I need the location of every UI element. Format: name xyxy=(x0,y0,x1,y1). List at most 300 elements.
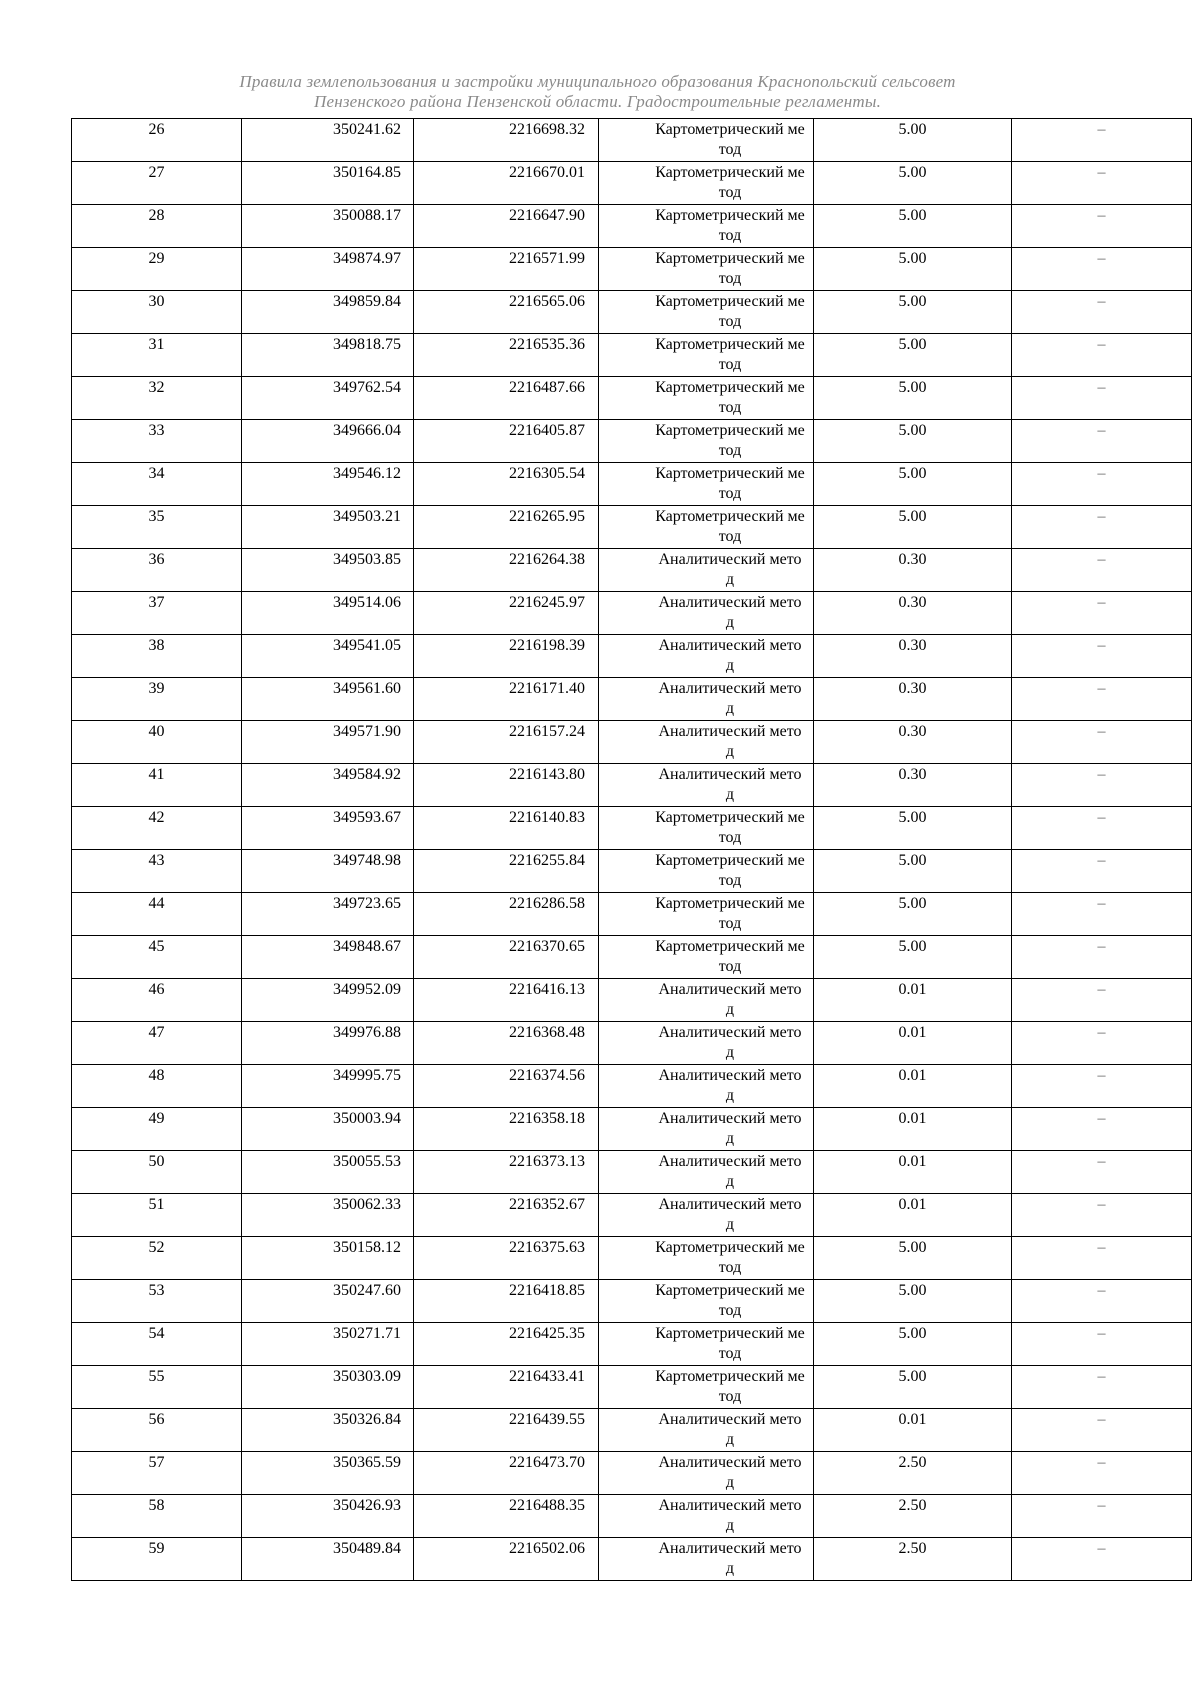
y-coordinate-cell xyxy=(414,1538,599,1581)
point-number-cell-text: 28 xyxy=(148,207,165,224)
x-coordinate-cell-text: 349541.05 xyxy=(333,637,401,654)
y-coordinate-cell-text: 2216698.32 xyxy=(509,121,585,138)
accuracy-cell-text: 0.30 xyxy=(898,680,927,697)
y-coordinate-cell xyxy=(414,1022,599,1065)
point-number-cell-text: 39 xyxy=(148,680,165,697)
y-coordinate-cell-text: 2216245.97 xyxy=(509,594,585,611)
y-coordinate-cell xyxy=(414,1495,599,1538)
x-coordinate-cell-text: 350003.94 xyxy=(333,1110,401,1127)
accuracy-cell xyxy=(814,1495,1012,1538)
x-coordinate-cell-text: 349584.92 xyxy=(333,766,401,783)
method-cell-text: Аналитический метод xyxy=(658,1110,802,1147)
accuracy-cell-text: 5.00 xyxy=(898,164,927,181)
point-number-cell xyxy=(72,1022,242,1065)
point-number-cell-text: 49 xyxy=(148,1110,165,1127)
accuracy-cell xyxy=(814,1323,1012,1366)
accuracy-cell xyxy=(814,979,1012,1022)
y-coordinate-cell-text: 2216265.95 xyxy=(509,508,585,525)
accuracy-cell xyxy=(814,1151,1012,1194)
accuracy-cell xyxy=(814,850,1012,893)
accuracy-cell xyxy=(814,1065,1012,1108)
y-coordinate-cell-text: 2216352.67 xyxy=(509,1196,585,1213)
accuracy-cell-text: 5.00 xyxy=(898,207,927,224)
point-number-cell xyxy=(72,850,242,893)
point-number-cell xyxy=(72,463,242,506)
method-cell xyxy=(599,635,814,678)
method-cell xyxy=(599,1323,814,1366)
accuracy-cell-text: 0.01 xyxy=(898,1067,927,1084)
y-coordinate-cell-text: 2216286.58 xyxy=(509,895,585,912)
y-coordinate-cell xyxy=(414,592,599,635)
accuracy-cell xyxy=(814,936,1012,979)
point-number-cell-text: 35 xyxy=(148,508,165,525)
y-coordinate-cell xyxy=(414,334,599,377)
accuracy-cell-text: 5.00 xyxy=(898,336,927,353)
y-coordinate-cell-text: 2216171.40 xyxy=(509,680,585,697)
point-number-cell-text: 56 xyxy=(148,1411,165,1428)
x-coordinate-cell xyxy=(242,893,414,936)
y-coordinate-cell-text: 2216374.56 xyxy=(509,1067,585,1084)
y-coordinate-cell xyxy=(414,893,599,936)
note-cell xyxy=(1012,1538,1192,1581)
y-coordinate-cell xyxy=(414,1452,599,1495)
method-cell-text: Аналитический метод xyxy=(658,1497,802,1534)
x-coordinate-cell xyxy=(242,635,414,678)
note-cell-text: – xyxy=(1097,766,1106,783)
accuracy-cell-text: 0.01 xyxy=(898,1110,927,1127)
accuracy-cell xyxy=(814,420,1012,463)
x-coordinate-cell xyxy=(242,721,414,764)
table-row xyxy=(72,1366,1192,1409)
note-cell xyxy=(1012,1495,1192,1538)
method-cell-text: Аналитический метод xyxy=(658,594,802,631)
accuracy-cell xyxy=(814,1452,1012,1495)
point-number-cell xyxy=(72,936,242,979)
x-coordinate-cell xyxy=(242,162,414,205)
point-number-cell xyxy=(72,592,242,635)
accuracy-cell xyxy=(814,764,1012,807)
accuracy-cell-text: 5.00 xyxy=(898,895,927,912)
y-coordinate-cell xyxy=(414,463,599,506)
note-cell xyxy=(1012,592,1192,635)
point-number-cell-text: 45 xyxy=(148,938,165,955)
point-number-cell-text: 34 xyxy=(148,465,165,482)
x-coordinate-cell xyxy=(242,678,414,721)
method-cell-text: Аналитический метод xyxy=(658,1024,802,1061)
point-number-cell-text: 30 xyxy=(148,293,165,310)
y-coordinate-cell-text: 2216487.66 xyxy=(509,379,585,396)
method-cell xyxy=(599,162,814,205)
table-row xyxy=(72,162,1192,205)
table-row xyxy=(72,1452,1192,1495)
note-cell-text: – xyxy=(1097,121,1106,138)
note-cell xyxy=(1012,1108,1192,1151)
x-coordinate-cell xyxy=(242,205,414,248)
method-cell-text: Аналитический метод xyxy=(658,1411,802,1448)
x-coordinate-cell xyxy=(242,549,414,592)
method-cell xyxy=(599,1065,814,1108)
x-coordinate-cell-text: 349503.85 xyxy=(333,551,401,568)
note-cell xyxy=(1012,807,1192,850)
x-coordinate-cell-text: 350365.59 xyxy=(333,1454,401,1471)
point-number-cell-text: 59 xyxy=(148,1540,165,1557)
x-coordinate-cell xyxy=(242,1366,414,1409)
note-cell xyxy=(1012,1065,1192,1108)
note-cell xyxy=(1012,1022,1192,1065)
point-number-cell-text: 33 xyxy=(148,422,165,439)
y-coordinate-cell-text: 2216375.63 xyxy=(509,1239,585,1256)
x-coordinate-cell-text: 349546.12 xyxy=(333,465,401,482)
accuracy-cell xyxy=(814,1409,1012,1452)
method-cell-text: Картометрический метод xyxy=(655,508,805,545)
note-cell-text: – xyxy=(1097,895,1106,912)
y-coordinate-cell xyxy=(414,119,599,162)
point-number-cell-text: 58 xyxy=(148,1497,165,1514)
method-cell-text: Аналитический метод xyxy=(658,680,802,717)
running-header-line-2: Пензенского района Пензенской области. Градостроительные регламенты. xyxy=(313,92,882,111)
accuracy-cell-text: 5.00 xyxy=(898,1282,927,1299)
point-number-cell xyxy=(72,1366,242,1409)
method-cell xyxy=(599,893,814,936)
y-coordinate-cell xyxy=(414,1323,599,1366)
method-cell xyxy=(599,979,814,1022)
note-cell xyxy=(1012,1323,1192,1366)
method-cell-text: Картометрический метод xyxy=(655,1282,805,1319)
accuracy-cell xyxy=(814,334,1012,377)
point-number-cell xyxy=(72,248,242,291)
point-number-cell-text: 52 xyxy=(148,1239,165,1256)
method-cell-text: Картометрический метод xyxy=(655,207,805,244)
table-row xyxy=(72,205,1192,248)
point-number-cell xyxy=(72,291,242,334)
running-header-line-1: Правила землепользования и застройки муниципального образования Краснопольский сельсовет xyxy=(239,72,956,91)
x-coordinate-cell xyxy=(242,291,414,334)
table-row xyxy=(72,463,1192,506)
x-coordinate-cell xyxy=(242,1280,414,1323)
x-coordinate-cell xyxy=(242,1194,414,1237)
method-cell xyxy=(599,1022,814,1065)
y-coordinate-cell xyxy=(414,377,599,420)
point-number-cell-text: 51 xyxy=(148,1196,165,1213)
x-coordinate-cell xyxy=(242,248,414,291)
method-cell-text: Картометрический метод xyxy=(655,293,805,330)
coordinates-table-body xyxy=(72,119,1192,1581)
y-coordinate-cell xyxy=(414,936,599,979)
x-coordinate-cell xyxy=(242,1065,414,1108)
point-number-cell-text: 46 xyxy=(148,981,165,998)
method-cell xyxy=(599,721,814,764)
point-number-cell-text: 26 xyxy=(148,121,165,138)
y-coordinate-cell xyxy=(414,635,599,678)
table-row xyxy=(72,119,1192,162)
x-coordinate-cell xyxy=(242,334,414,377)
x-coordinate-cell-text: 349514.06 xyxy=(333,594,401,611)
note-cell-text: – xyxy=(1097,379,1106,396)
note-cell-text: – xyxy=(1097,250,1106,267)
method-cell-text: Аналитический метод xyxy=(658,637,802,674)
point-number-cell-text: 57 xyxy=(148,1454,165,1471)
x-coordinate-cell-text: 349952.09 xyxy=(333,981,401,998)
accuracy-cell xyxy=(814,1366,1012,1409)
note-cell-text: – xyxy=(1097,1368,1106,1385)
accuracy-cell-text: 5.00 xyxy=(898,508,927,525)
method-cell xyxy=(599,936,814,979)
note-cell-text: – xyxy=(1097,981,1106,998)
accuracy-cell-text: 2.50 xyxy=(898,1454,927,1471)
y-coordinate-cell-text: 2216198.39 xyxy=(509,637,585,654)
note-cell-text: – xyxy=(1097,1325,1106,1342)
y-coordinate-cell-text: 2216439.55 xyxy=(509,1411,585,1428)
method-cell xyxy=(599,1280,814,1323)
method-cell xyxy=(599,1495,814,1538)
note-cell-text: – xyxy=(1097,809,1106,826)
y-coordinate-cell xyxy=(414,678,599,721)
y-coordinate-cell-text: 2216670.01 xyxy=(509,164,585,181)
y-coordinate-cell xyxy=(414,807,599,850)
method-cell-text: Картометрический метод xyxy=(655,1368,805,1405)
point-number-cell xyxy=(72,1280,242,1323)
accuracy-cell xyxy=(814,119,1012,162)
table-row xyxy=(72,1065,1192,1108)
note-cell-text: – xyxy=(1097,1196,1106,1213)
running-header xyxy=(70,72,1125,112)
point-number-cell xyxy=(72,1409,242,1452)
x-coordinate-cell-text: 349874.97 xyxy=(333,250,401,267)
accuracy-cell-text: 5.00 xyxy=(898,1368,927,1385)
y-coordinate-cell-text: 2216143.80 xyxy=(509,766,585,783)
point-number-cell-text: 53 xyxy=(148,1282,165,1299)
x-coordinate-cell-text: 349976.88 xyxy=(333,1024,401,1041)
y-coordinate-cell xyxy=(414,291,599,334)
y-coordinate-cell xyxy=(414,506,599,549)
x-coordinate-cell xyxy=(242,1151,414,1194)
note-cell-text: – xyxy=(1097,1024,1106,1041)
accuracy-cell xyxy=(814,549,1012,592)
note-cell xyxy=(1012,463,1192,506)
x-coordinate-cell-text: 350158.12 xyxy=(333,1239,401,1256)
note-cell-text: – xyxy=(1097,422,1106,439)
point-number-cell-text: 40 xyxy=(148,723,165,740)
x-coordinate-cell-text: 349762.54 xyxy=(333,379,401,396)
x-coordinate-cell-text: 349848.67 xyxy=(333,938,401,955)
y-coordinate-cell-text: 2216418.85 xyxy=(509,1282,585,1299)
point-number-cell xyxy=(72,549,242,592)
table-row xyxy=(72,248,1192,291)
method-cell xyxy=(599,205,814,248)
table-row xyxy=(72,377,1192,420)
accuracy-cell-text: 0.30 xyxy=(898,723,927,740)
x-coordinate-cell-text: 349593.67 xyxy=(333,809,401,826)
method-cell xyxy=(599,248,814,291)
point-number-cell-text: 47 xyxy=(148,1024,165,1041)
point-number-cell xyxy=(72,420,242,463)
accuracy-cell-text: 5.00 xyxy=(898,809,927,826)
method-cell-text: Картометрический метод xyxy=(655,121,805,158)
x-coordinate-cell-text: 349723.65 xyxy=(333,895,401,912)
point-number-cell xyxy=(72,807,242,850)
table-row xyxy=(72,420,1192,463)
note-cell-text: – xyxy=(1097,680,1106,697)
note-cell xyxy=(1012,936,1192,979)
accuracy-cell-text: 5.00 xyxy=(898,422,927,439)
x-coordinate-cell-text: 349561.60 xyxy=(333,680,401,697)
x-coordinate-cell xyxy=(242,420,414,463)
note-cell xyxy=(1012,893,1192,936)
accuracy-cell-text: 2.50 xyxy=(898,1497,927,1514)
method-cell xyxy=(599,291,814,334)
method-cell-text: Картометрический метод xyxy=(655,938,805,975)
x-coordinate-cell xyxy=(242,936,414,979)
method-cell-text: Аналитический метод xyxy=(658,766,802,803)
x-coordinate-cell xyxy=(242,850,414,893)
point-number-cell-text: 38 xyxy=(148,637,165,654)
accuracy-cell-text: 5.00 xyxy=(898,379,927,396)
y-coordinate-cell-text: 2216405.87 xyxy=(509,422,585,439)
accuracy-cell-text: 0.01 xyxy=(898,1024,927,1041)
note-cell xyxy=(1012,162,1192,205)
accuracy-cell xyxy=(814,1538,1012,1581)
table-row xyxy=(72,678,1192,721)
x-coordinate-cell xyxy=(242,979,414,1022)
accuracy-cell xyxy=(814,506,1012,549)
x-coordinate-cell-text: 350164.85 xyxy=(333,164,401,181)
method-cell-text: Картометрический метод xyxy=(655,852,805,889)
method-cell xyxy=(599,377,814,420)
y-coordinate-cell xyxy=(414,549,599,592)
method-cell xyxy=(599,1237,814,1280)
y-coordinate-cell-text: 2216373.13 xyxy=(509,1153,585,1170)
note-cell xyxy=(1012,764,1192,807)
point-number-cell xyxy=(72,1065,242,1108)
accuracy-cell-text: 0.01 xyxy=(898,981,927,998)
accuracy-cell xyxy=(814,721,1012,764)
note-cell-text: – xyxy=(1097,293,1106,310)
method-cell-text: Картометрический метод xyxy=(655,250,805,287)
y-coordinate-cell-text: 2216535.36 xyxy=(509,336,585,353)
y-coordinate-cell-text: 2216565.06 xyxy=(509,293,585,310)
note-cell-text: – xyxy=(1097,1454,1106,1471)
y-coordinate-cell xyxy=(414,1108,599,1151)
accuracy-cell xyxy=(814,678,1012,721)
y-coordinate-cell xyxy=(414,850,599,893)
method-cell-text: Аналитический метод xyxy=(658,1540,802,1577)
x-coordinate-cell xyxy=(242,1022,414,1065)
note-cell-text: – xyxy=(1097,1411,1106,1428)
y-coordinate-cell-text: 2216647.90 xyxy=(509,207,585,224)
note-cell xyxy=(1012,1280,1192,1323)
note-cell-text: – xyxy=(1097,1282,1106,1299)
x-coordinate-cell-text: 350055.53 xyxy=(333,1153,401,1170)
note-cell xyxy=(1012,334,1192,377)
method-cell xyxy=(599,119,814,162)
x-coordinate-cell xyxy=(242,1323,414,1366)
accuracy-cell-text: 5.00 xyxy=(898,852,927,869)
point-number-cell xyxy=(72,205,242,248)
y-coordinate-cell-text: 2216488.35 xyxy=(509,1497,585,1514)
accuracy-cell-text: 5.00 xyxy=(898,465,927,482)
note-cell-text: – xyxy=(1097,938,1106,955)
method-cell xyxy=(599,807,814,850)
y-coordinate-cell xyxy=(414,1366,599,1409)
accuracy-cell xyxy=(814,1237,1012,1280)
x-coordinate-cell-text: 350426.93 xyxy=(333,1497,401,1514)
accuracy-cell-text: 5.00 xyxy=(898,293,927,310)
table-row xyxy=(72,1108,1192,1151)
x-coordinate-cell-text: 350062.33 xyxy=(333,1196,401,1213)
accuracy-cell xyxy=(814,162,1012,205)
accuracy-cell-text: 0.01 xyxy=(898,1411,927,1428)
table-row xyxy=(72,850,1192,893)
note-cell xyxy=(1012,1194,1192,1237)
x-coordinate-cell-text: 350088.17 xyxy=(333,207,401,224)
y-coordinate-cell xyxy=(414,205,599,248)
x-coordinate-cell-text: 350271.71 xyxy=(333,1325,401,1342)
method-cell-text: Картометрический метод xyxy=(655,336,805,373)
point-number-cell-text: 36 xyxy=(148,551,165,568)
accuracy-cell-text: 5.00 xyxy=(898,1325,927,1342)
note-cell xyxy=(1012,1452,1192,1495)
x-coordinate-cell xyxy=(242,1237,414,1280)
note-cell xyxy=(1012,1151,1192,1194)
x-coordinate-cell xyxy=(242,764,414,807)
y-coordinate-cell-text: 2216157.24 xyxy=(509,723,585,740)
accuracy-cell-text: 0.01 xyxy=(898,1196,927,1213)
note-cell-text: – xyxy=(1097,508,1106,525)
method-cell-text: Картометрический метод xyxy=(655,164,805,201)
method-cell-text: Аналитический метод xyxy=(658,723,802,760)
x-coordinate-cell xyxy=(242,377,414,420)
note-cell-text: – xyxy=(1097,1497,1106,1514)
table-row xyxy=(72,1538,1192,1581)
accuracy-cell xyxy=(814,635,1012,678)
accuracy-cell-text: 0.30 xyxy=(898,551,927,568)
note-cell-text: – xyxy=(1097,1239,1106,1256)
method-cell xyxy=(599,1151,814,1194)
table-row xyxy=(72,1151,1192,1194)
method-cell xyxy=(599,420,814,463)
method-cell xyxy=(599,1194,814,1237)
method-cell-text: Аналитический метод xyxy=(658,551,802,588)
accuracy-cell xyxy=(814,893,1012,936)
note-cell xyxy=(1012,1237,1192,1280)
method-cell-text: Картометрический метод xyxy=(655,1239,805,1276)
y-coordinate-cell-text: 2216264.38 xyxy=(509,551,585,568)
y-coordinate-cell xyxy=(414,1151,599,1194)
point-number-cell-text: 43 xyxy=(148,852,165,869)
y-coordinate-cell xyxy=(414,1065,599,1108)
method-cell xyxy=(599,678,814,721)
note-cell-text: – xyxy=(1097,1067,1106,1084)
x-coordinate-cell-text: 349748.98 xyxy=(333,852,401,869)
x-coordinate-cell xyxy=(242,592,414,635)
note-cell xyxy=(1012,248,1192,291)
y-coordinate-cell-text: 2216425.35 xyxy=(509,1325,585,1342)
note-cell-text: – xyxy=(1097,852,1106,869)
accuracy-cell xyxy=(814,248,1012,291)
note-cell xyxy=(1012,678,1192,721)
x-coordinate-cell xyxy=(242,807,414,850)
y-coordinate-cell-text: 2216370.65 xyxy=(509,938,585,955)
point-number-cell-text: 42 xyxy=(148,809,165,826)
x-coordinate-cell xyxy=(242,1452,414,1495)
point-number-cell xyxy=(72,764,242,807)
y-coordinate-cell xyxy=(414,1194,599,1237)
note-cell xyxy=(1012,506,1192,549)
method-cell xyxy=(599,1452,814,1495)
method-cell xyxy=(599,850,814,893)
point-number-cell-text: 48 xyxy=(148,1067,165,1084)
note-cell xyxy=(1012,1409,1192,1452)
